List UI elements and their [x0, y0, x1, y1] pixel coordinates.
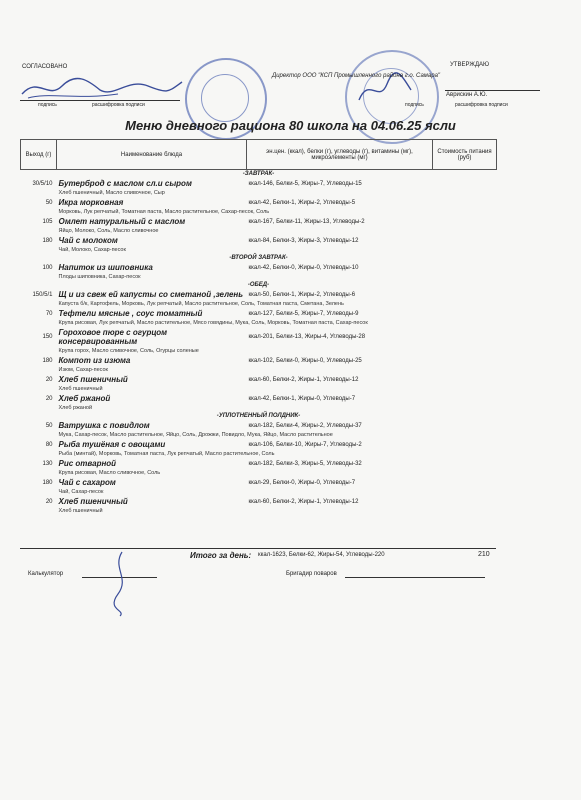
dish-nutrition: ккал-106, Белки-10, Жиры-7, Углеводы-2 [248, 441, 362, 448]
dish-cost [433, 355, 497, 366]
column-header-name: Наименование блюда [57, 140, 247, 170]
dish-ingredients: Чай, Молоко, Сахар-песок [58, 247, 126, 253]
dish-ingredients: Рыба (минтай), Морковь, Томатная паста, Лук репчатый, Масло растительное, Соль [58, 451, 275, 457]
total-label: Итого за день: [190, 551, 252, 560]
dish-name: Чай с сахаром [58, 478, 116, 487]
dish-name: Напиток из шиповника [58, 263, 153, 272]
decode-label-right: расшифровка подписи [455, 102, 508, 108]
ingredients-row [21, 347, 497, 355]
dish-nutrition: ккал-182, Белки-4, Жиры-2, Углеводы-37 [248, 422, 362, 429]
dish-name: Гороховое пюре с огурцом консервированным [58, 328, 167, 346]
dish-name: Чай с молоком [58, 236, 118, 245]
dish-row [21, 289, 497, 300]
dish-output: 70 [45, 310, 53, 317]
director-name: Аврискин А.Ю. [446, 92, 488, 98]
total-nutrition: ккал-1623, Белки-62, Жиры-54, Углеводы-220 [258, 552, 385, 558]
dish-name: Бутерброд с маслом сл.и сыром [58, 179, 192, 188]
dish-row [21, 496, 497, 507]
dish-ingredients: Капуста б/к, Картофель, Морковь, Лук репчатый, Масло растительное, Соль, Томатная паста, Сметана, Зелень [58, 301, 344, 307]
dish-row [21, 178, 497, 189]
column-header-cost: Стоимость питания (руб) [433, 140, 497, 170]
dish-cost [433, 308, 497, 319]
dish-name: Тефтели мясные , соус томатный [58, 309, 203, 318]
dish-ingredients: Крупа горох, Масло сливочное, Соль, Огурцы соленые [58, 348, 199, 354]
dish-cost [433, 439, 497, 450]
sign-label-right: подпись [405, 102, 424, 108]
dish-output: 150/5/1 [32, 291, 53, 298]
signature-left [18, 74, 188, 102]
dish-cost [433, 496, 497, 507]
dish-row [21, 439, 497, 450]
approved-left-label: СОГЛАСОВАНО [22, 64, 68, 70]
dish-name: Щ и из свеж ей капусты со сметаной ,зелень [58, 290, 243, 299]
page-title: Меню дневного рациона 80 школа на 04.06.25 ясли [125, 118, 456, 133]
dish-row [21, 197, 497, 208]
dish-ingredients: Изюм, Сахар-песок [58, 367, 108, 373]
dish-nutrition: ккал-182, Белки-3, Жиры-5, Углеводы-32 [248, 460, 362, 467]
dish-nutrition: ккал-60, Белки-2, Жиры-1, Углеводы-12 [248, 376, 359, 383]
dish-row [21, 327, 497, 347]
dish-nutrition: ккал-42, Белки-1, Жиры-0, Углеводы-7 [248, 395, 356, 402]
ingredients-row [21, 319, 497, 327]
dish-ingredients: Хлеб пшеничный, Масло сливочное, Сыр [58, 190, 165, 196]
dish-nutrition: ккал-102, Белки-0, Жиры-0, Углеводы-25 [248, 357, 362, 364]
dish-output: 180 [42, 479, 53, 486]
ingredients-row [21, 366, 497, 374]
dish-row [21, 420, 497, 431]
dish-row [21, 458, 497, 469]
approved-right-label: УТВЕРЖДАЮ [450, 62, 490, 68]
dish-ingredients: Чай, Сахар-песок [58, 489, 104, 495]
dish-ingredients: Мука, Сахар-песок, Масло растительное, Яйцо, Соль, Дрожжи, Повидло, Мука, Яйцо, Масло растительное [58, 432, 333, 438]
dish-cost [433, 374, 497, 385]
dish-nutrition: ккал-42, Белки-1, Жиры-2, Углеводы-5 [248, 199, 356, 206]
ingredients-row [21, 404, 497, 412]
dish-cost [433, 393, 497, 404]
dish-nutrition: ккал-60, Белки-2, Жиры-1, Углеводы-12 [248, 498, 359, 505]
dish-output: 100 [42, 264, 53, 271]
dish-cost [433, 216, 497, 227]
dish-name: Рыба тушёная с овощами [58, 440, 166, 449]
dish-nutrition: ккал-29, Белки-0, Жиры-0, Углеводы-7 [248, 479, 356, 486]
dish-ingredients: Плоды шиповника, Сахар-песок [58, 274, 141, 280]
dish-cost [433, 420, 497, 431]
ingredients-row [21, 450, 497, 458]
dish-output: 80 [45, 441, 53, 448]
ingredients-row [21, 385, 497, 393]
footer-brigadier: Бригадир поваров [286, 571, 337, 577]
dish-cost [433, 178, 497, 189]
dish-row [21, 216, 497, 227]
dish-nutrition: ккал-127, Белки-5, Жиры-7, Углеводы-9 [248, 310, 359, 317]
dish-cost [433, 262, 497, 273]
dish-ingredients: Крупа рисовая, Лук репчатый, Масло растительное, Мясо говядины, Мука, Соль, Морковь, Томатная паста, Сахар-песок [58, 320, 368, 326]
dish-name: Рис отварной [58, 459, 117, 468]
section-title: -ВТОРОЙ ЗАВТРАК- [229, 255, 288, 261]
column-header-output: Выход (г) [21, 140, 57, 170]
dish-output: 30/5/10 [32, 180, 53, 187]
dish-name: Ватрушка с повидлом [58, 421, 150, 430]
dish-output: 20 [45, 498, 53, 505]
section-title: -ЗАВТРАК- [242, 171, 275, 177]
ingredients-row [21, 488, 497, 496]
dish-ingredients: Хлеб пшеничный [58, 386, 103, 392]
dish-name: Омлет натуральный с маслом [58, 217, 186, 226]
dish-nutrition: ккал-84, Белки-3, Жиры-3, Углеводы-12 [248, 237, 359, 244]
dish-nutrition: ккал-201, Белки-13, Жиры-4, Углеводы-28 [248, 334, 366, 340]
dish-output: 50 [45, 199, 53, 206]
total-cost: 210 [478, 551, 490, 558]
signature-footer [108, 548, 134, 618]
dish-ingredients: Хлеб ржаной [58, 405, 93, 411]
ingredients-row [21, 246, 497, 254]
dish-output: 180 [42, 237, 53, 244]
dish-row [21, 374, 497, 385]
ingredients-row [21, 227, 497, 235]
dish-output: 20 [45, 376, 53, 383]
dish-row [21, 393, 497, 404]
dish-nutrition: ккал-42, Белки-0, Жиры-0, Углеводы-10 [248, 264, 359, 271]
dish-name: Хлеб пшеничный [58, 375, 128, 384]
ingredients-row [21, 208, 497, 216]
footer-calculator: Калькулятор [28, 571, 64, 577]
dish-ingredients: Крупа рисовая, Масло сливочное, Соль [58, 470, 161, 476]
dish-row [21, 355, 497, 366]
dish-output: 150 [42, 334, 53, 340]
dish-cost [433, 477, 497, 488]
section-title: -ОБЕД- [247, 282, 270, 288]
dish-output: 105 [42, 218, 53, 225]
ingredients-row [21, 189, 497, 197]
dish-output: 130 [42, 460, 53, 467]
dish-nutrition: ккал-146, Белки-5, Жиры-7, Углеводы-15 [248, 180, 362, 187]
ingredients-row [21, 431, 497, 439]
ingredients-row [21, 469, 497, 477]
dish-cost [433, 197, 497, 208]
dish-name: Компот из изюма [58, 356, 131, 365]
dish-cost [433, 327, 497, 347]
dish-ingredients: Хлеб пшеничный [58, 508, 103, 514]
dish-nutrition: ккал-167, Белки-11, Жиры-13, Углеводы-2 [248, 218, 365, 225]
column-header-nutrition: эн.цен. (ккал), белки (г), углеводы (г), витамины (мг), микроэлементы (мг) [247, 140, 433, 170]
dish-cost [433, 289, 497, 300]
sign-label-left: подпись [38, 102, 57, 108]
dish-row [21, 308, 497, 319]
dish-ingredients: Морковь, Лук репчатый, Томатная паста, Масло растительное, Сахар-песок, Соль [58, 209, 270, 215]
director-title: Директор ООО "КСП Промышленного района г.о. Самара" [272, 73, 441, 79]
dish-name: Хлеб ржаной [58, 394, 111, 403]
dish-output: 50 [45, 422, 53, 429]
section-header [21, 412, 497, 420]
dish-nutrition: ккал-50, Белки-1, Жиры-2, Углеводы-6 [248, 291, 356, 298]
section-header [21, 254, 497, 262]
dish-name: Хлеб пшеничный [58, 497, 128, 506]
dish-cost [433, 458, 497, 469]
dish-ingredients: Яйцо, Молоко, Соль, Масло сливочное [58, 228, 159, 234]
section-header [21, 170, 497, 179]
ingredients-row [21, 273, 497, 281]
dish-row [21, 235, 497, 246]
ingredients-row [21, 507, 497, 515]
dish-name: Икра морковная [58, 198, 124, 207]
dish-row [21, 262, 497, 273]
menu-table [20, 139, 497, 515]
ingredients-row [21, 300, 497, 308]
section-header [21, 281, 497, 289]
dish-row [21, 477, 497, 488]
decode-label-left: расшифровка подписи [92, 102, 145, 108]
dish-cost [433, 235, 497, 246]
dish-output: 20 [45, 395, 53, 402]
dish-output: 180 [42, 357, 53, 364]
section-title: -УПЛОТНЕННЫЙ ПОЛДНИК- [216, 413, 301, 419]
